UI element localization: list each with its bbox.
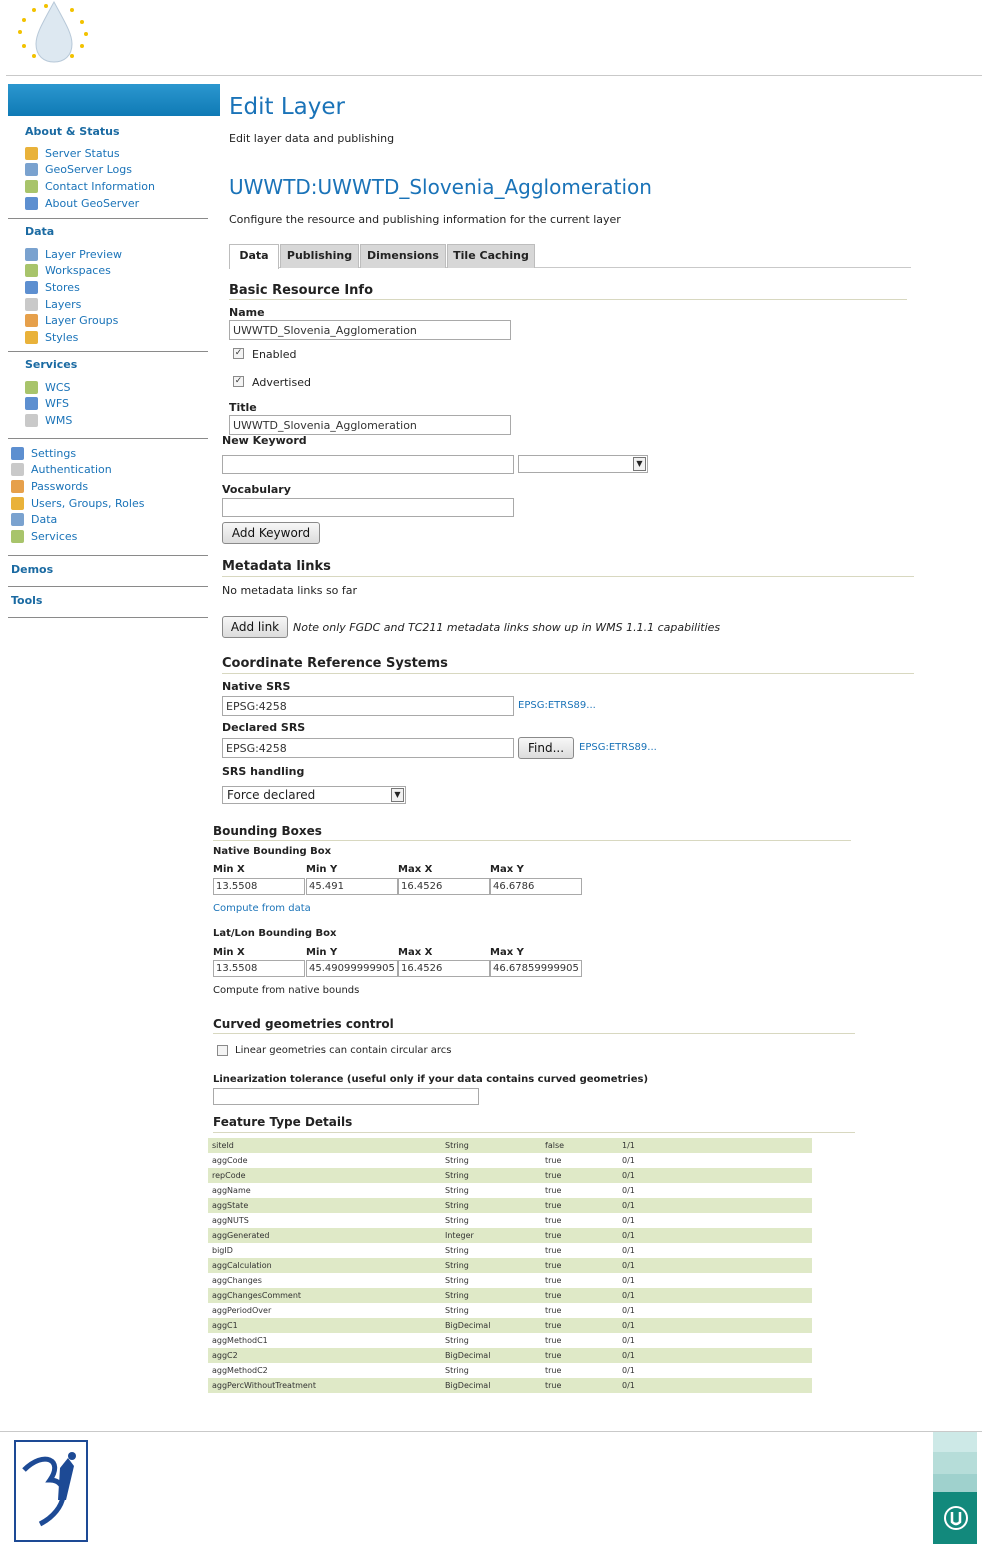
curved-title: Curved geometries control <box>213 1017 394 1031</box>
sidebar-item-services[interactable] <box>11 530 77 544</box>
latlon-bbox-label: Lat/Lon Bounding Box <box>213 928 337 939</box>
attribute-nillable-cell: true <box>545 1276 562 1285</box>
sidebar-divider <box>8 218 208 219</box>
attribute-occurrence-cell: 0/1 <box>622 1171 635 1180</box>
attribute-nillable-cell: true <box>545 1366 562 1375</box>
sidebar-heading-tools[interactable]: Tools <box>11 594 43 607</box>
attribute-name-cell: aggName <box>212 1186 251 1195</box>
page-title: Edit Layer <box>229 94 345 120</box>
attribute-name-cell: aggState <box>212 1201 249 1210</box>
wfs-icon <box>25 397 38 410</box>
attribute-nillable-cell: false <box>545 1141 565 1150</box>
attribute-nillable-cell: true <box>545 1261 562 1270</box>
latlon-maxx-input[interactable] <box>398 960 490 977</box>
native-maxx-header: Max X <box>398 864 433 875</box>
sidebar-divider <box>8 555 208 556</box>
sidebar-item-users-groups-roles[interactable] <box>11 496 144 510</box>
sidebar-heading-about-status: About & Status <box>25 125 120 138</box>
attribute-name-cell: aggPeriodOver <box>212 1306 272 1315</box>
partner-logo <box>933 1432 977 1544</box>
bbox-title: Bounding Boxes <box>213 824 322 838</box>
attribute-nillable-cell: true <box>545 1171 562 1180</box>
layer-preview-icon <box>25 248 38 261</box>
tab-tile-caching[interactable]: Tile Caching <box>447 244 535 268</box>
native-maxy-header: Max Y <box>490 864 524 875</box>
sidebar-item-label: Data <box>31 513 58 527</box>
sidebar-heading-services: Services <box>25 358 78 371</box>
attribute-nillable-cell: true <box>545 1336 562 1345</box>
attribute-nillable-cell: true <box>545 1231 562 1240</box>
metadata-divider <box>222 576 914 577</box>
latlon-minx-input[interactable] <box>213 960 305 977</box>
advertised-checkbox[interactable]: ✓ <box>234 376 243 386</box>
native-srs-link[interactable]: EPSG:ETRS89... <box>518 700 596 711</box>
table-row <box>208 1243 812 1258</box>
declared-srs-input[interactable] <box>222 738 514 758</box>
name-label: Name <box>229 306 265 319</box>
latlon-miny-input[interactable] <box>306 960 398 977</box>
layer-description: Configure the resource and publishing information for the current layer <box>229 213 621 226</box>
attribute-nillable-cell: true <box>545 1246 562 1255</box>
sidebar-item-label: Users, Groups, Roles <box>31 496 145 510</box>
sidebar-item-label: Workspaces <box>45 264 111 278</box>
sidebar-item-label: WFS <box>45 397 69 411</box>
contact-icon <box>25 180 38 193</box>
linearization-input[interactable] <box>213 1088 479 1105</box>
compute-from-native-link[interactable]: Compute from native bounds <box>213 985 360 996</box>
sidebar-item-layer-groups[interactable] <box>25 314 118 328</box>
sidebar-item-label: GeoServer Logs <box>45 163 132 177</box>
eu-water-drop-logo <box>12 0 92 66</box>
attribute-name-cell: aggPercWithoutTreatment <box>212 1381 317 1390</box>
layers-icon <box>25 298 38 311</box>
basic-info-title: Basic Resource Info <box>229 283 373 298</box>
title-input[interactable] <box>229 415 511 435</box>
attribute-nillable-cell: true <box>545 1291 562 1300</box>
sidebar-divider <box>8 617 208 618</box>
table-row <box>208 1288 812 1303</box>
attribute-name-cell: aggCalculation <box>212 1261 272 1270</box>
attribute-type-cell: BigDecimal <box>445 1381 491 1390</box>
metadata-note: Note only FGDC and TC211 metadata links show up in WMS 1.1.1 capabilities <box>293 621 721 634</box>
native-maxy-input[interactable] <box>490 878 582 895</box>
attribute-occurrence-cell: 0/1 <box>622 1381 635 1390</box>
add-link-button[interactable]: Add link <box>222 616 288 638</box>
attribute-name-cell: siteId <box>212 1141 234 1150</box>
crs-title: Coordinate Reference Systems <box>222 656 448 671</box>
sidebar-heading-data: Data <box>25 225 55 238</box>
attribute-occurrence-cell: 0/1 <box>622 1231 635 1240</box>
attribute-nillable-cell: true <box>545 1381 562 1390</box>
stores-icon <box>25 281 38 294</box>
workspaces-icon <box>25 264 38 277</box>
attribute-name-cell: aggMethodC1 <box>212 1336 268 1345</box>
feature-type-title: Feature Type Details <box>213 1115 353 1129</box>
sidebar-item-styles[interactable] <box>25 331 78 345</box>
attribute-type-cell: String <box>445 1261 469 1270</box>
table-row <box>208 1378 812 1393</box>
sidebar-item-wms[interactable] <box>25 413 72 427</box>
attribute-type-cell: String <box>445 1246 469 1255</box>
attribute-type-cell: String <box>445 1291 469 1300</box>
feature-type-divider <box>213 1132 855 1133</box>
organization-logo <box>14 1440 90 1542</box>
passwords-icon <box>11 480 24 493</box>
sidebar-item-label: Contact Information <box>45 179 155 193</box>
attribute-type-cell: String <box>445 1201 469 1210</box>
srs-handling-label: SRS handling <box>222 765 305 778</box>
new-keyword-input[interactable] <box>222 455 514 474</box>
attribute-nillable-cell: true <box>545 1306 562 1315</box>
attribute-name-cell: aggC1 <box>212 1321 238 1330</box>
sidebar-item-label: Server Status <box>45 146 120 160</box>
attribute-name-cell: aggChangesComment <box>212 1291 302 1300</box>
sidebar-item-about-geoserver[interactable] <box>25 196 139 210</box>
attribute-occurrence-cell: 0/1 <box>622 1351 635 1360</box>
table-row <box>208 1318 812 1333</box>
attribute-nillable-cell: true <box>545 1216 562 1225</box>
attribute-name-cell: aggC2 <box>212 1351 238 1360</box>
latlon-minx-header: Min X <box>213 947 245 958</box>
linearization-label: Linearization tolerance (useful only if your data contains curved geometries) <box>213 1074 649 1085</box>
attribute-occurrence-cell: 0/1 <box>622 1291 635 1300</box>
sidebar-item-label: WCS <box>45 380 71 394</box>
latlon-maxy-header: Max Y <box>490 947 524 958</box>
sidebar-item-label: Stores <box>45 280 80 294</box>
chevron-down-icon: ▼ <box>633 457 646 471</box>
sidebar-item-authentication[interactable] <box>11 463 112 477</box>
sidebar-item-server-status[interactable] <box>25 146 120 160</box>
bbox-divider <box>213 840 851 841</box>
circular-arcs-label: Linear geometries can contain circular arcs <box>235 1045 452 1056</box>
compute-from-data-link[interactable]: Compute from data <box>213 903 311 914</box>
feature-type-table <box>208 1138 812 1393</box>
sidebar-item-label: Styles <box>45 331 79 344</box>
sidebar-item-label: Authentication <box>31 463 112 477</box>
native-miny-header: Min Y <box>306 864 338 875</box>
metadata-empty-text: No metadata links so far <box>222 584 358 597</box>
crs-divider <box>222 673 914 674</box>
data-security-icon <box>11 513 24 526</box>
table-row <box>208 1333 812 1348</box>
sidebar-item-stores[interactable] <box>25 280 80 294</box>
attribute-type-cell: Integer <box>445 1231 474 1240</box>
sidebar-item-label: WMS <box>45 413 73 427</box>
services-security-icon <box>11 530 24 543</box>
sidebar-item-data[interactable] <box>11 513 57 527</box>
chevron-down-icon: ▼ <box>391 788 404 802</box>
sidebar-item-passwords[interactable] <box>11 479 88 493</box>
attribute-nillable-cell: true <box>545 1351 562 1360</box>
attribute-occurrence-cell: 0/1 <box>622 1186 635 1195</box>
attribute-name-cell: bigID <box>212 1246 233 1255</box>
attribute-nillable-cell: true <box>545 1156 562 1165</box>
attribute-occurrence-cell: 0/1 <box>622 1366 635 1375</box>
table-row <box>208 1228 812 1243</box>
attribute-name-cell: aggCode <box>212 1156 248 1165</box>
table-row <box>208 1183 812 1198</box>
header-divider <box>6 75 982 76</box>
attribute-type-cell: String <box>445 1216 469 1225</box>
sidebar-item-layers[interactable] <box>25 297 81 311</box>
sidebar-item-label: Layers <box>45 297 82 311</box>
table-row <box>208 1348 812 1363</box>
table-row <box>208 1153 812 1168</box>
native-maxx-input[interactable] <box>398 878 490 895</box>
basic-info-divider <box>229 299 907 300</box>
attribute-type-cell: String <box>445 1186 469 1195</box>
native-minx-input[interactable] <box>213 878 305 895</box>
advertised-label: Advertised <box>252 376 311 389</box>
srs-handling-value: Force declared <box>227 788 316 802</box>
attribute-type-cell: BigDecimal <box>445 1321 491 1330</box>
keyword-language-select[interactable] <box>518 455 648 473</box>
sidebar-item-geoserver-logs[interactable] <box>25 163 132 177</box>
vocabulary-label: Vocabulary <box>222 483 291 496</box>
authentication-icon <box>11 463 24 476</box>
native-bbox-label: Native Bounding Box <box>213 846 332 857</box>
sidebar-item-wcs[interactable] <box>25 380 71 394</box>
attribute-name-cell: aggGenerated <box>212 1231 270 1240</box>
title-label: Title <box>229 401 257 414</box>
table-row <box>208 1168 812 1183</box>
attribute-name-cell: aggChanges <box>212 1276 262 1285</box>
sidebar-item-workspaces[interactable] <box>25 264 111 278</box>
logs-icon <box>25 163 38 176</box>
sidebar-divider <box>8 438 208 439</box>
sidebar-item-label: Layer Groups <box>45 314 119 328</box>
attribute-type-cell: String <box>445 1156 469 1165</box>
attribute-occurrence-cell: 0/1 <box>622 1336 635 1345</box>
enabled-label: Enabled <box>252 348 297 361</box>
declared-srs-link[interactable]: EPSG:ETRS89... <box>579 742 657 753</box>
sidebar-item-label: Layer Preview <box>45 247 122 261</box>
table-row <box>208 1363 812 1378</box>
sidebar-divider <box>8 351 208 352</box>
sidebar-item-settings[interactable] <box>11 446 76 460</box>
table-row <box>208 1213 812 1228</box>
table-row <box>208 1138 812 1153</box>
sidebar-header-bar <box>8 84 220 116</box>
attribute-occurrence-cell: 0/1 <box>622 1261 635 1270</box>
latlon-miny-header: Min Y <box>306 947 338 958</box>
native-srs-label: Native SRS <box>222 680 291 693</box>
table-row <box>208 1303 812 1318</box>
table-row <box>208 1258 812 1273</box>
layer-name-heading: UWWTD:UWWTD_Slovenia_Agglomeration <box>229 175 652 199</box>
latlon-maxx-header: Max X <box>398 947 433 958</box>
attribute-type-cell: String <box>445 1366 469 1375</box>
native-miny-input[interactable] <box>306 878 398 895</box>
layer-groups-icon <box>25 314 38 327</box>
attribute-occurrence-cell: 0/1 <box>622 1156 635 1165</box>
about-icon <box>25 197 38 210</box>
sidebar-item-label: Settings <box>31 446 77 460</box>
circular-arcs-checkbox[interactable] <box>217 1045 228 1056</box>
vocabulary-input[interactable] <box>222 498 514 517</box>
sidebar-item-wfs[interactable] <box>25 397 69 411</box>
attribute-name-cell: aggMethodC2 <box>212 1366 268 1375</box>
srs-handling-select[interactable] <box>222 786 406 804</box>
attribute-occurrence-cell: 0/1 <box>622 1201 635 1210</box>
tab-dimensions[interactable]: Dimensions <box>360 244 446 268</box>
users-icon <box>11 497 24 510</box>
attribute-occurrence-cell: 0/1 <box>622 1216 635 1225</box>
declared-srs-label: Declared SRS <box>222 721 306 734</box>
attribute-name-cell: repCode <box>212 1171 246 1180</box>
enabled-checkbox[interactable]: ✓ <box>234 348 243 358</box>
attribute-type-cell: String <box>445 1171 469 1180</box>
tab-data[interactable]: Data <box>229 244 279 269</box>
name-input[interactable] <box>229 320 511 340</box>
native-minx-header: Min X <box>213 864 245 875</box>
attribute-occurrence-cell: 0/1 <box>622 1321 635 1330</box>
new-keyword-label: New Keyword <box>222 434 307 447</box>
table-row <box>208 1273 812 1288</box>
attribute-occurrence-cell: 1/1 <box>622 1141 635 1150</box>
sidebar-item-label: Passwords <box>31 479 89 493</box>
attribute-nillable-cell: true <box>545 1321 562 1330</box>
tab-publishing[interactable]: Publishing <box>280 244 359 268</box>
attribute-type-cell: String <box>445 1141 469 1150</box>
table-row <box>208 1198 812 1213</box>
wcs-icon <box>25 381 38 394</box>
attribute-occurrence-cell: 0/1 <box>622 1306 635 1315</box>
sidebar-heading-demos[interactable]: Demos <box>11 563 54 576</box>
find-srs-button[interactable]: Find... <box>518 737 574 759</box>
footer-divider <box>0 1431 982 1432</box>
attribute-type-cell: String <box>445 1306 469 1315</box>
attribute-type-cell: BigDecimal <box>445 1351 491 1360</box>
metadata-title: Metadata links <box>222 559 331 574</box>
sidebar-item-layer-preview[interactable] <box>25 247 122 261</box>
attribute-type-cell: String <box>445 1276 469 1285</box>
sidebar-item-label: Services <box>31 530 78 543</box>
settings-icon <box>11 447 24 460</box>
latlon-maxy-input[interactable] <box>490 960 582 977</box>
native-srs-input[interactable] <box>222 696 514 716</box>
attribute-occurrence-cell: 0/1 <box>622 1276 635 1285</box>
attribute-occurrence-cell: 0/1 <box>622 1246 635 1255</box>
curved-divider <box>213 1033 855 1034</box>
styles-icon <box>25 331 38 344</box>
add-keyword-button[interactable]: Add Keyword <box>222 522 320 544</box>
sidebar-divider <box>8 586 208 587</box>
server-status-icon <box>25 147 38 160</box>
sidebar-item-label: About GeoServer <box>45 196 140 210</box>
wms-icon <box>25 414 38 427</box>
attribute-nillable-cell: true <box>545 1201 562 1210</box>
attribute-type-cell: String <box>445 1336 469 1345</box>
attribute-nillable-cell: true <box>545 1186 562 1195</box>
attribute-name-cell: aggNUTS <box>212 1216 249 1225</box>
tab-bar <box>229 244 911 268</box>
page-subtitle: Edit layer data and publishing <box>229 132 395 145</box>
sidebar-item-contact-information[interactable] <box>25 179 155 193</box>
